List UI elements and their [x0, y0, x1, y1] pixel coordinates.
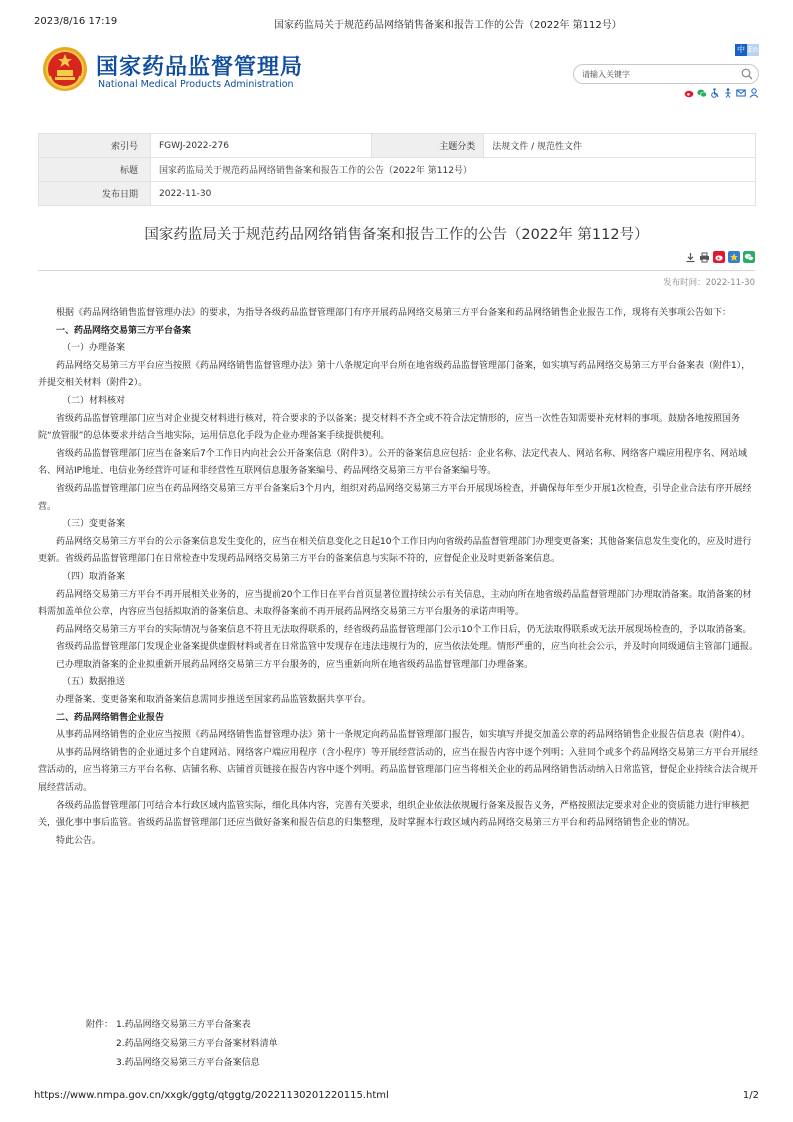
- paragraph: 根据《药品网络销售监督管理办法》的要求，为指导各级药品监督管理部门有序开展药品网络交易第三方平台备案和药品网络销售企业报告工作，现将有关事项公告如下：: [56, 308, 732, 318]
- table-row: [39, 134, 756, 158]
- date-value: 2022-11-30: [151, 182, 756, 206]
- section-heading: （四）取消备案: [62, 571, 126, 582]
- article-title: 国家药监局关于规范药品网络销售备案和报告工作的公告（2022年 第112号）: [144, 227, 649, 243]
- date-label: 发布日期: [39, 182, 151, 206]
- elderly-icon[interactable]: [723, 88, 733, 98]
- weibo-icon[interactable]: [684, 88, 694, 98]
- national-emblem-icon[interactable]: [42, 46, 88, 92]
- title-divider: [38, 270, 755, 271]
- section-heading: 二、药品网络销售企业报告: [56, 712, 165, 723]
- print-datetime: 2023/8/16 17:19: [34, 16, 118, 27]
- attachment-link[interactable]: 2.药品网络交易第三方平台备案材料清单: [116, 1039, 278, 1049]
- lang-zh-button[interactable]: 中: [737, 45, 745, 54]
- paragraph: 药品网络交易第三方平台的实际情况与备案信息不符且无法取得联系的，经省级药品监督管理部门公示10个工作日后，仍无法取得联系或无法开展现场检查的，予以取消备案。: [56, 624, 752, 635]
- category-value: 法规文件 / 规范性文件: [484, 134, 756, 158]
- accessibility-icon[interactable]: [710, 88, 720, 98]
- paragraph: 从事药品网络销售的企业应当按照《药品网络销售监督管理办法》第十一条规定向药品监督管理部门报告，如实填写并提交加盖公章的药品网络销售企业报告信息表（附件4）。: [56, 730, 751, 741]
- title-value: 国家药监局关于规范药品网络销售备案和报告工作的公告（2022年 第112号）: [151, 158, 756, 182]
- article-tools: [685, 251, 755, 263]
- search-icon[interactable]: [741, 68, 753, 80]
- metadata-table: [38, 133, 756, 206]
- index-label: 索引号: [39, 134, 151, 158]
- paragraph: 从事药品网络销售的企业通过多个自建网站、网络客户端应用程序（含小程序）等开展经营活动的，应当在报告内容中逐个列明；入驻同个或多个药品网络交易第三方平台开展经营活动的，应当将第三方平台名称、店铺名称、店铺首页链接在报告内容中逐个列明。药品监督管理部门应当将相关企业的药品网络销售活动纳入日常监管，督促企业持续合法合规开展经营活动。: [38, 747, 759, 794]
- site-name-en[interactable]: National Medical Products Administration: [98, 79, 294, 90]
- site-header: [34, 42, 759, 112]
- category-label: 主题分类: [372, 134, 484, 158]
- paragraph: 办理备案、变更备案和取消备案信息需同步推送至国家药品监管数据共享平台。: [56, 695, 372, 706]
- paragraph: 药品网络交易第三方平台应当按照《药品网络销售监督管理办法》第十八条规定向平台所在地省级药品监督管理部门备案，如实填写药品网络交易第三方平台备案表（附件1），并提交相关材料（附件2）。: [38, 360, 751, 389]
- paragraph: 省级药品监督管理部门应当在药品网络交易第三方平台备案后3个月内，组织对药品网络交易第三方平台开展现场检查，并确保每年至少开展1次检查，引导企业合法有序开展经营。: [38, 483, 752, 512]
- attachment-link[interactable]: 1.药品网络交易第三方平台备案表: [116, 1020, 251, 1030]
- section-heading: 一、药品网络交易第三方平台备案: [56, 325, 192, 336]
- paragraph: 省级药品监督管理部门应当对企业提交材料进行核对，符合要求的予以备案；提交材料不齐全或不符合法定情形的，应当一次性告知需要补充材料的事项。鼓励各地按照国务院“放管服”的总体要求并结合当地实际，运用信息化手段为企业办理备案手续提供便利。: [38, 413, 741, 442]
- section-heading: （三）变更备案: [62, 519, 126, 530]
- paragraph: 各级药品监督管理部门可结合本行政区域内监管实际，细化具体内容，完善有关要求，组织企业依法依规履行备案及报告义务，严格按照法定要求对企业的资质能力进行审核把关，强化事中事后监管。省级药品监督管理部门还应当做好备案和报告信息的归集整理，及时掌握本行政区域内药品网络交易第三方平台和药品网络销售企业的情况。: [38, 800, 750, 829]
- lang-en-button[interactable]: En: [747, 45, 759, 54]
- paragraph: 药品网络交易第三方平台不再开展相关业务的，应当提前20个工作日在平台首页显著位置持续公示有关信息，主动向所在地省级药品监督管理部门办理取消备案。取消备案的材料需加盖单位公章，内容应当包括拟取消的备案信息、未取得备案前不再开展药品网络交易第三方平台服务的承诺声明等。: [38, 589, 752, 618]
- publish-date-label: 发布时间：: [663, 278, 706, 288]
- qzone-share-icon[interactable]: [728, 251, 740, 263]
- social-icons: [684, 88, 759, 98]
- user-icon[interactable]: [749, 88, 759, 98]
- paragraph: 药品网络交易第三方平台的公示备案信息发生变化的，应当在相关信息变化之日起10个工作日内向省级药品监督管理部门办理变更备案；其他备案信息发生变化的，应及时进行更新。省级药品监督管理部门在日常检查中发现药品网络交易第三方平台的备案信息与实际不符的，应督促企业及时更新备案信息。: [38, 536, 752, 565]
- print-url: https://www.nmpa.gov.cn/xxgk/ggtg/qtggtg/20221130201220115.html: [34, 1090, 389, 1101]
- table-row: [39, 158, 756, 182]
- title-label: 标题: [39, 158, 151, 182]
- article-body: [38, 305, 758, 850]
- print-header: [34, 16, 759, 32]
- attachment-link[interactable]: 3.药品网络交易第三方平台备案信息: [116, 1058, 260, 1068]
- print-icon[interactable]: [699, 252, 710, 263]
- section-heading: （五）数据推送: [62, 677, 126, 688]
- print-doc-title: 国家药监局关于规范药品网络销售备案和报告工作的公告（2022年 第112号）: [274, 20, 622, 31]
- weibo-share-icon[interactable]: [713, 251, 725, 263]
- paragraph: 已办理取消备案的企业拟重新开展药品网络交易第三方平台服务的，应当重新向所在地省级药品监督管理部门办理备案。: [56, 659, 534, 670]
- table-row: [39, 182, 756, 206]
- attachments-label: 附件：: [86, 1020, 114, 1030]
- publish-date-value: 2022-11-30: [705, 278, 755, 288]
- paragraph: 省级药品监督管理部门应当在备案后7个工作日内向社会公开备案信息（附件3）。公开的备案信息应包括：企业名称、法定代表人、网站名称、网络客户端应用程序名、网站域名、网站IP地址、电信业务经营许可证和非经营性互联网信息服务备案编号、药品网络交易第三方平台备案编号等。: [38, 448, 747, 477]
- attachments: [86, 1016, 278, 1073]
- download-icon[interactable]: [685, 252, 696, 263]
- wechat-share-icon[interactable]: [743, 251, 755, 263]
- search-input[interactable]: [582, 67, 732, 81]
- site-name-cn[interactable]: 国家药品监督管理局: [96, 55, 304, 80]
- search-box: [573, 64, 759, 84]
- attachment-row: [86, 1016, 278, 1035]
- section-heading: （二）材料核对: [62, 395, 126, 406]
- section-heading: （一）办理备案: [62, 343, 126, 354]
- mail-icon[interactable]: [736, 88, 746, 98]
- wechat-icon[interactable]: [697, 88, 707, 98]
- paragraph: 特此公告。: [56, 835, 102, 846]
- publish-date: [663, 276, 755, 288]
- index-value: FGWJ-2022-276: [151, 134, 372, 158]
- print-page-number: 1/2: [742, 1090, 759, 1101]
- paragraph: 省级药品监督管理部门发现企业备案提供虚假材料或者在日常监管中发现存在违法违规行为的，应当依法处理。情形严重的，应当向社会公示，并及时向同级通信主管部门通报。: [56, 642, 759, 653]
- language-switch: [735, 44, 759, 56]
